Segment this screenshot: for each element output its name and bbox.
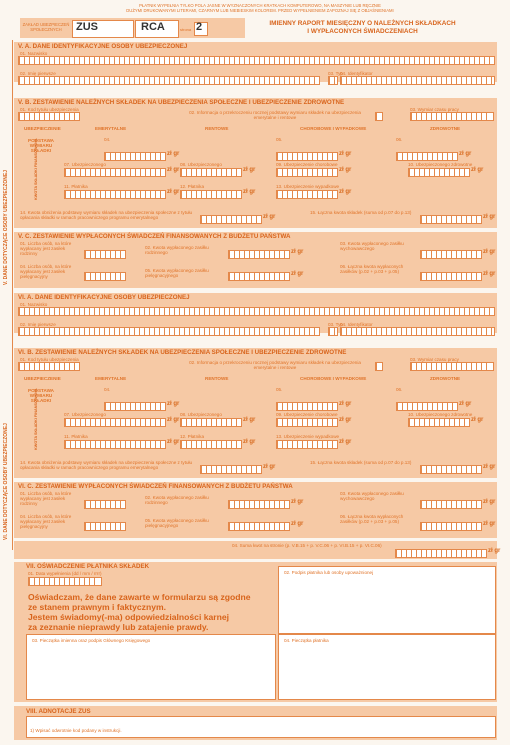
vii-stamp-payer-label: 04. Pieczątka płatnika [284, 638, 329, 643]
vi-a-firstname-input[interactable] [18, 327, 320, 336]
page-label: strona [180, 27, 192, 32]
rca-code: RCA [141, 21, 165, 33]
page-number: 2 [196, 21, 203, 33]
vi-b-f05-input[interactable] [276, 402, 338, 411]
vi-a-surname-input[interactable] [18, 307, 495, 316]
currency-marker: zł gr [339, 401, 352, 407]
vi-c-title: VI. C. ZESTAWIENIE WYPŁACONYCH ŚWIADCZEŃ FINANSOWANYCH Z BUDŻETU PAŃSTWA [18, 483, 293, 490]
v-c-f05: 05. Kwota wypłaconego zasiłku pielęgnacyjnego [145, 268, 209, 278]
v-c-f02: 02. Kwota wypłaconego zasiłku rodzinnego [145, 245, 209, 255]
currency-marker: zł gr [483, 271, 496, 277]
v-a-f01: 01. Nazwisko [20, 51, 48, 56]
sum-label: 04. Suma kwot na stronie (p. V.B.15 + p. V.C.06 + p. VI.B.15 + p. VI.C.06) [232, 543, 382, 548]
currency-marker: zł gr [339, 417, 352, 423]
vi-a-f02: 02. Imię pierwsze [20, 322, 56, 327]
v-b-info: 02. Informacja o przekroczeniu rocznej podstawy wymiaru składek na ubezpieczenia emerytalne i rentowe [189, 110, 361, 120]
vi-b-f12: 12. Płatnika [180, 434, 205, 439]
vi-c-f01: 01. Liczba osób, na które wypłacany jest zasiłek rodzinny [20, 491, 72, 506]
vi-b-f07-input[interactable] [64, 418, 166, 427]
currency-marker: zł gr [291, 271, 304, 277]
zus-code: ZUS [76, 21, 98, 33]
form-title-line: I WYPŁACONYCH ŚWIADCZENIACH [307, 28, 418, 35]
currency-marker: zł gr [459, 401, 472, 407]
v-b-f12-input[interactable] [180, 190, 242, 199]
v-b-f13-input[interactable] [276, 190, 338, 199]
v-c-f01: 01. Liczba osób, na które wypłacany jest zasiłek rodzinny [20, 241, 72, 256]
v-b-f08-input[interactable] [180, 168, 242, 177]
viii-title: VIII. ADNOTACJE ZUS [26, 708, 91, 715]
vi-c-f04: 04. Liczba osób, na które wypłacany jest zasiłek pielęgnacyjny [20, 514, 72, 529]
v-b-ubezp: UBEZPIECZENIE [24, 126, 61, 131]
vi-b-f14: 14. Kwota obniżenia podstawy wymiaru składek na ubezpieczenia społeczne z tytułu opłacania składki w ramach pracowniczego programu emerytalnego [20, 460, 193, 470]
vi-b-podstawa: PODSTAWA WYMIARU SKŁADKI [28, 388, 54, 403]
vi-b-f15-input[interactable] [420, 465, 482, 474]
vii-declaration [28, 592, 268, 632]
vi-b-rentowe: RENTOWE [205, 376, 229, 381]
v-c-f06-input[interactable] [420, 272, 482, 281]
currency-marker: zł gr [243, 189, 256, 195]
v-b-f11-input[interactable] [64, 190, 166, 199]
v-c-f04-input[interactable] [84, 272, 126, 281]
vi-b-ubezp: UBEZPIECZENIE [24, 376, 61, 381]
currency-marker: zł gr [483, 249, 496, 255]
currency-marker: zł gr [167, 417, 180, 423]
v-a-surname-input[interactable] [18, 56, 495, 65]
vi-b-kwota-label: KWOTA SKŁADKI FINANSOWANA [34, 388, 38, 450]
vi-a-id-input[interactable] [340, 327, 495, 336]
vi-b-emerytalne: EMERYTALNE [95, 376, 127, 381]
v-b-f09-input[interactable] [276, 168, 338, 177]
declaration-line: Oświadczam, że dane zawarte w formularzu są zgodne [28, 592, 251, 602]
v-c-f03-input[interactable] [420, 250, 482, 259]
v-c-f02-input[interactable] [228, 250, 290, 259]
currency-marker: zł gr [483, 214, 496, 220]
v-b-wymiar-input[interactable] [410, 112, 494, 121]
v-b-f11: 11. Płatnika [64, 184, 88, 189]
currency-marker: zł gr [263, 214, 276, 220]
vi-b-f15: 15. Łączna kwota składek (suma od p.07 do p.13) [310, 460, 412, 465]
vi-b-f09: 09. Ubezpieczenie chorobowe [276, 412, 338, 417]
v-b-f12: 12. Płatnika [180, 184, 205, 189]
declaration-line: ze stanem prawnym i faktycznym. [28, 602, 167, 612]
vi-c-f02: 02. Kwota wypłaconego zasiłku rodzinnego [145, 495, 209, 505]
vi-b-f13: 13. Ubezpieczenie wypadkowe [276, 434, 340, 439]
vi-c-f04-input[interactable] [84, 522, 126, 531]
vi-b-info: 02. Informacja o przekroczeniu rocznej podstawy wymiaru składek na ubezpieczenia emerytalne i rentowe [189, 360, 361, 370]
vi-b-f11: 11. Płatnika [64, 434, 88, 439]
v-b-f06: 06. [396, 137, 403, 142]
v-b-zdrowotne: ZDROWOTNE [430, 126, 461, 131]
vi-b-f04-input[interactable] [104, 402, 166, 411]
v-a-type-input[interactable] [328, 76, 338, 85]
vi-b-f11-input[interactable] [64, 440, 166, 449]
form-title [245, 20, 480, 36]
currency-marker: zł gr [471, 417, 484, 423]
vi-b-chorobowe: CHOROBOWE I WYPADKOWE [300, 376, 367, 381]
vi-c-f06: 06. Łączna kwota wypłaconych zasiłków (p.02 + p.03 + p.05) [340, 514, 404, 524]
v-b-f05: 05. [276, 137, 283, 142]
vi-c-f01-input[interactable] [84, 500, 126, 509]
v-c-f03: 03. Kwota wypłaconego zasiłku wychowawczego [340, 241, 404, 251]
v-b-rentowe: RENTOWE [205, 126, 229, 131]
vi-b-f08: 08. Ubezpieczonego [180, 412, 222, 417]
v-b-f14: 14. Kwota obniżenia podstawy wymiaru składek na ubezpieczenia społeczne z tytułu opłacania składki w ramach pracowniczego programu emerytalnego [20, 210, 193, 220]
v-b-podstawa: PODSTAWA WYMIARU SKŁADKI [28, 138, 54, 153]
v-b-f06-input[interactable] [396, 152, 458, 161]
vi-a-type-input[interactable] [328, 327, 338, 336]
currency-marker: zł gr [291, 499, 304, 505]
v-b-f14-input[interactable] [200, 215, 262, 224]
vii-signature-box[interactable] [278, 566, 496, 634]
vi-a-f01: 01. Nazwisko [20, 302, 48, 307]
v-a-title: V. A. DANE IDENTYFIKACYJNE OSOBY UBEZPIECZONEJ [18, 43, 188, 50]
vi-c-f02-input[interactable] [228, 500, 290, 509]
v-a-f02: 02. Imię pierwsze [20, 71, 56, 76]
top-note [60, 3, 460, 13]
v-b-f04: 04. [104, 137, 111, 142]
v-b-f07-input[interactable] [64, 168, 166, 177]
vi-b-f13-input[interactable] [276, 440, 338, 449]
vi-a-f03: 03. Typ [328, 322, 343, 327]
vi-c-f05: 05. Kwota wypłaconego zasiłku pielęgnacyjnego [145, 518, 209, 528]
currency-marker: zł gr [483, 499, 496, 505]
side-divider [12, 40, 13, 550]
vi-b-f06-input[interactable] [396, 402, 458, 411]
side-label-v: V. DANE DOTYCZĄCE OSOBY UBEZPIECZONEJ [3, 169, 9, 285]
vi-c-f06-input[interactable] [420, 522, 482, 531]
currency-marker: zł gr [167, 401, 180, 407]
currency-marker: zł gr [167, 167, 180, 173]
vi-b-kod: 01. Kod tytułu ubezpieczenia [20, 357, 79, 362]
viii-f01: 1) Wpisać odwrotnie kod podany w instrukcji. [30, 728, 122, 733]
currency-marker: zł gr [167, 151, 180, 157]
vii-podpis-label: 02. Podpis płatnika lub osoby upoważnionej [284, 570, 374, 575]
currency-marker: zł gr [291, 249, 304, 255]
vi-a-f04: 04. Identyfikator [340, 322, 373, 327]
vi-b-f10: 10. Ubezpieczonego zdrowotne [408, 412, 473, 417]
v-b-f10: 10. Ubezpieczonego zdrowotne [408, 162, 473, 167]
v-c-f04: 04. Liczba osób, na które wypłacany jest zasiłek pielęgnacyjny [20, 264, 72, 279]
v-b-f09: 09. Ubezpieczenie chorobowe [276, 162, 338, 167]
vii-date-input[interactable] [28, 577, 102, 586]
currency-marker: zł gr [167, 439, 180, 445]
v-a-id-input[interactable] [340, 76, 495, 85]
top-note-line: DUŻYMI DRUKOWANYMI LITERAMI, CZARNYM LUB NIEBIESKIM KOLOREM. PRZED WYPEŁNIENIEM ZAPOZNAJ SIĘ Z OBJAŚNIENIAMI [126, 8, 394, 13]
v-b-kod: 01. Kod tytułu ubezpieczenia [20, 107, 79, 112]
currency-marker: zł gr [243, 417, 256, 423]
currency-marker: zł gr [459, 151, 472, 157]
vi-b-title: VI. B. ZESTAWIENIE NALEŻNYCH SKŁADEK NA UBEZPIECZENIA SPOŁECZNE I UBEZPIECZENIE ZDROWOTNE [18, 349, 347, 356]
vii-stamp-payer-box[interactable] [278, 634, 496, 700]
vi-b-f12-input[interactable] [180, 440, 242, 449]
v-b-f07: 07. Ubezpieczonego [64, 162, 106, 167]
vi-c-f03: 03. Kwota wypłaconego zasiłku wychowawczego [340, 491, 404, 501]
v-c-title: V. C. ZESTAWIENIE WYPŁACONYCH ŚWIADCZEŃ FINANSOWANYCH Z BUDŻETU PAŃSTWA [18, 233, 291, 240]
v-b-f13: 13. Ubezpieczenie wypadkowe [276, 184, 340, 189]
vi-a-title: VI. A. DANE IDENTYFIKACYJNE OSOBY UBEZPIECZONEJ [18, 294, 190, 301]
currency-marker: zł gr [339, 189, 352, 195]
vii-title: VII. OŚWIADCZENIE PŁATNIKA SKŁADEK [26, 563, 150, 570]
v-b-f04-input[interactable] [104, 152, 166, 161]
form-id-label: ZAKŁAD UBEZPIECZEŃ SPOŁECZNYCH [22, 22, 70, 32]
v-b-info-input[interactable] [375, 112, 383, 121]
vi-b-f06: 06. [396, 387, 403, 392]
form-title-line: IMIENNY RAPORT MIESIĘCZNY O NALEŻNYCH SKŁADKACH [269, 20, 456, 27]
vi-b-f08-input[interactable] [180, 418, 242, 427]
currency-marker: zł gr [243, 167, 256, 173]
vi-b-zdrowotne: ZDROWOTNE [430, 376, 461, 381]
currency-marker: zł gr [339, 439, 352, 445]
vi-b-info-input[interactable] [375, 362, 383, 371]
currency-marker: zł gr [339, 151, 352, 157]
declaration-line: Jestem świadomy(-ma) odpowiedzialności karnej [28, 612, 230, 622]
v-b-kwota-label: KWOTA SKŁADKI FINANSOWANA [34, 138, 38, 200]
currency-marker: zł gr [243, 439, 256, 445]
v-a-f04: 04. Identyfikator [340, 71, 373, 76]
currency-marker: zł gr [291, 521, 304, 527]
vii-stamp-accountant-box[interactable] [26, 634, 276, 700]
vi-c-f03-input[interactable] [420, 500, 482, 509]
v-a-firstname-input[interactable] [18, 76, 320, 85]
currency-marker: zł gr [488, 548, 501, 554]
v-c-f01-input[interactable] [84, 250, 126, 259]
vi-b-f05: 05. [276, 387, 283, 392]
vi-c-f05-input[interactable] [228, 522, 290, 531]
v-b-chorobowe: CHOROBOWE I WYPADKOWE [300, 126, 367, 131]
v-b-wymiar: 03. Wymiar czasu pracy [410, 107, 459, 112]
v-b-f10-input[interactable] [408, 168, 470, 177]
declaration-line: za zeznanie nieprawdy lub zatajenie prawdy. [28, 622, 209, 632]
sum-input[interactable] [395, 549, 487, 558]
vi-b-f07: 07. Ubezpieczonego [64, 412, 106, 417]
v-b-f08: 08. Ubezpieczonego [180, 162, 222, 167]
vi-b-wymiar-input[interactable] [410, 362, 494, 371]
currency-marker: zł gr [483, 521, 496, 527]
v-b-f05-input[interactable] [276, 152, 338, 161]
v-c-f06: 06. Łączna kwota wypłaconych zasiłków (p.02 + p.03 + p.05) [340, 264, 404, 274]
currency-marker: zł gr [339, 167, 352, 173]
vi-b-wymiar: 03. Wymiar czasu pracy [410, 357, 459, 362]
v-b-title: V. B. ZESTAWIENIE NALEŻNYCH SKŁADEK NA UBEZPIECZENIA SPOŁECZNE I UBEZPIECZENIE ZDROWOTNE [18, 99, 345, 106]
v-c-f05-input[interactable] [228, 272, 290, 281]
vi-b-f14-input[interactable] [200, 465, 262, 474]
currency-marker: zł gr [263, 464, 276, 470]
v-b-emerytalne: EMERYTALNE [95, 126, 127, 131]
vii-stamp-accountant-label: 03. Pieczątka imienna oraz podpis Głównego Księgowego [32, 638, 151, 643]
vii-data-label: 01. Data wypełnienia (dd / mm / rrrr) [28, 571, 102, 576]
v-b-f15-input[interactable] [420, 215, 482, 224]
vi-b-kod-input[interactable] [18, 362, 80, 371]
currency-marker: zł gr [471, 167, 484, 173]
vi-b-f10-input[interactable] [408, 418, 470, 427]
top-note-line: PŁATNIK WYPEŁNIA TYLKO POLA JASNE W WYZNACZONYCH KRATKACH KOMPUTEROWO, NA MASZYNIE LUB RĘCZNIE [139, 3, 381, 8]
vi-b-f04: 04. [104, 387, 111, 392]
v-a-f03: 03. Typ [328, 71, 343, 76]
viii-notes-box[interactable] [26, 716, 496, 738]
vi-b-f09-input[interactable] [276, 418, 338, 427]
currency-marker: zł gr [167, 189, 180, 195]
currency-marker: zł gr [483, 464, 496, 470]
v-b-f15: 15. Łączna kwota składek (suma od p.07 do p.13) [310, 210, 412, 215]
v-b-kod-input[interactable] [18, 112, 80, 121]
side-label-vi: VI. DANE DOTYCZĄCE OSOBY UBEZPIECZONEJ [3, 423, 9, 540]
